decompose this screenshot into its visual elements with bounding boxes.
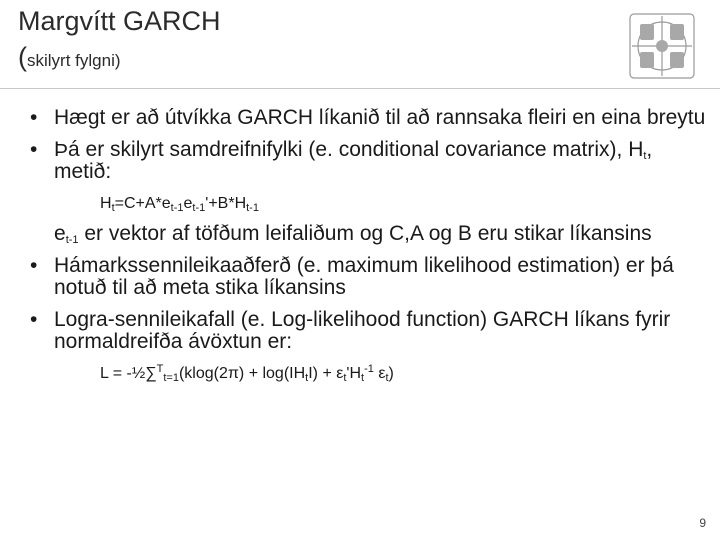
subscript: t-1 xyxy=(192,202,206,214)
subscript: t-1 xyxy=(65,234,79,246)
superscript: T xyxy=(156,363,164,375)
bullet-text: Hámarkssennileikaaðferð (e. maximum likelihood estimation) er þá notuð til að meta stika líkansins xyxy=(54,254,674,299)
note-text xyxy=(30,223,710,245)
superscript: -1 xyxy=(364,363,374,375)
bullet-item xyxy=(30,107,710,129)
subscript: t xyxy=(111,202,115,214)
bullet-glyph: • xyxy=(30,308,38,331)
eq-term: '+B*H xyxy=(205,195,247,212)
bullet-text: Hægt er að útvíkka GARCH líkanið til að rannsaka fleiri en eina breytu xyxy=(54,106,706,129)
slide-title: Margvítt GARCH xyxy=(18,6,221,36)
eq-term: I) + ε xyxy=(308,365,344,382)
bullet-text-end: , metið: xyxy=(54,138,653,183)
university-seal-icon xyxy=(626,10,698,82)
eq-term: ) xyxy=(388,365,394,382)
subscript: t xyxy=(385,372,389,384)
note-body: er vektor af töfðum leifaliðum og C,A og B eru stikar líkansins xyxy=(78,222,652,245)
subscript: t-1 xyxy=(170,202,184,214)
subscript: t xyxy=(361,372,365,384)
subtitle-text: skilyrt fylgni) xyxy=(27,51,121,70)
subscript: t xyxy=(643,150,647,162)
page-number: 9 xyxy=(699,516,706,530)
bullet-glyph: • xyxy=(30,138,38,161)
subscript: t-1 xyxy=(246,202,259,214)
subscript: t xyxy=(343,372,347,384)
bullet-item xyxy=(30,255,710,299)
equation-covariance xyxy=(30,193,710,215)
eq-term: (klog(2π) + log(IH xyxy=(178,365,306,382)
eq-term: 'H xyxy=(346,365,362,382)
eq-term: e xyxy=(183,195,193,212)
slide-subtitle xyxy=(18,42,121,73)
eq-term: H xyxy=(100,195,112,212)
eq-term: ε xyxy=(373,365,386,382)
eq-term: =C+A*e xyxy=(114,195,171,212)
title-divider xyxy=(0,88,720,89)
equation-loglikelihood xyxy=(30,363,710,385)
subtitle-paren: ( xyxy=(18,42,27,72)
subscript: t xyxy=(305,372,309,384)
eq-term: L = -½∑ xyxy=(100,365,157,382)
bullet-item xyxy=(30,139,710,183)
subscript: t=1 xyxy=(163,372,179,384)
bullet-glyph: • xyxy=(30,254,38,277)
eq-term: e xyxy=(54,222,66,245)
bullet-item xyxy=(30,309,710,353)
bullet-text: Þá er skilyrt samdreifnifylki (e. conditional covariance matrix), H xyxy=(54,138,644,161)
bullet-text: Logra-sennileikafall (e. Log-likelihood function) GARCH líkans fyrir normaldreifða ávöxtun er: xyxy=(54,308,671,353)
slide-body xyxy=(30,107,710,385)
bullet-glyph: • xyxy=(30,106,38,129)
